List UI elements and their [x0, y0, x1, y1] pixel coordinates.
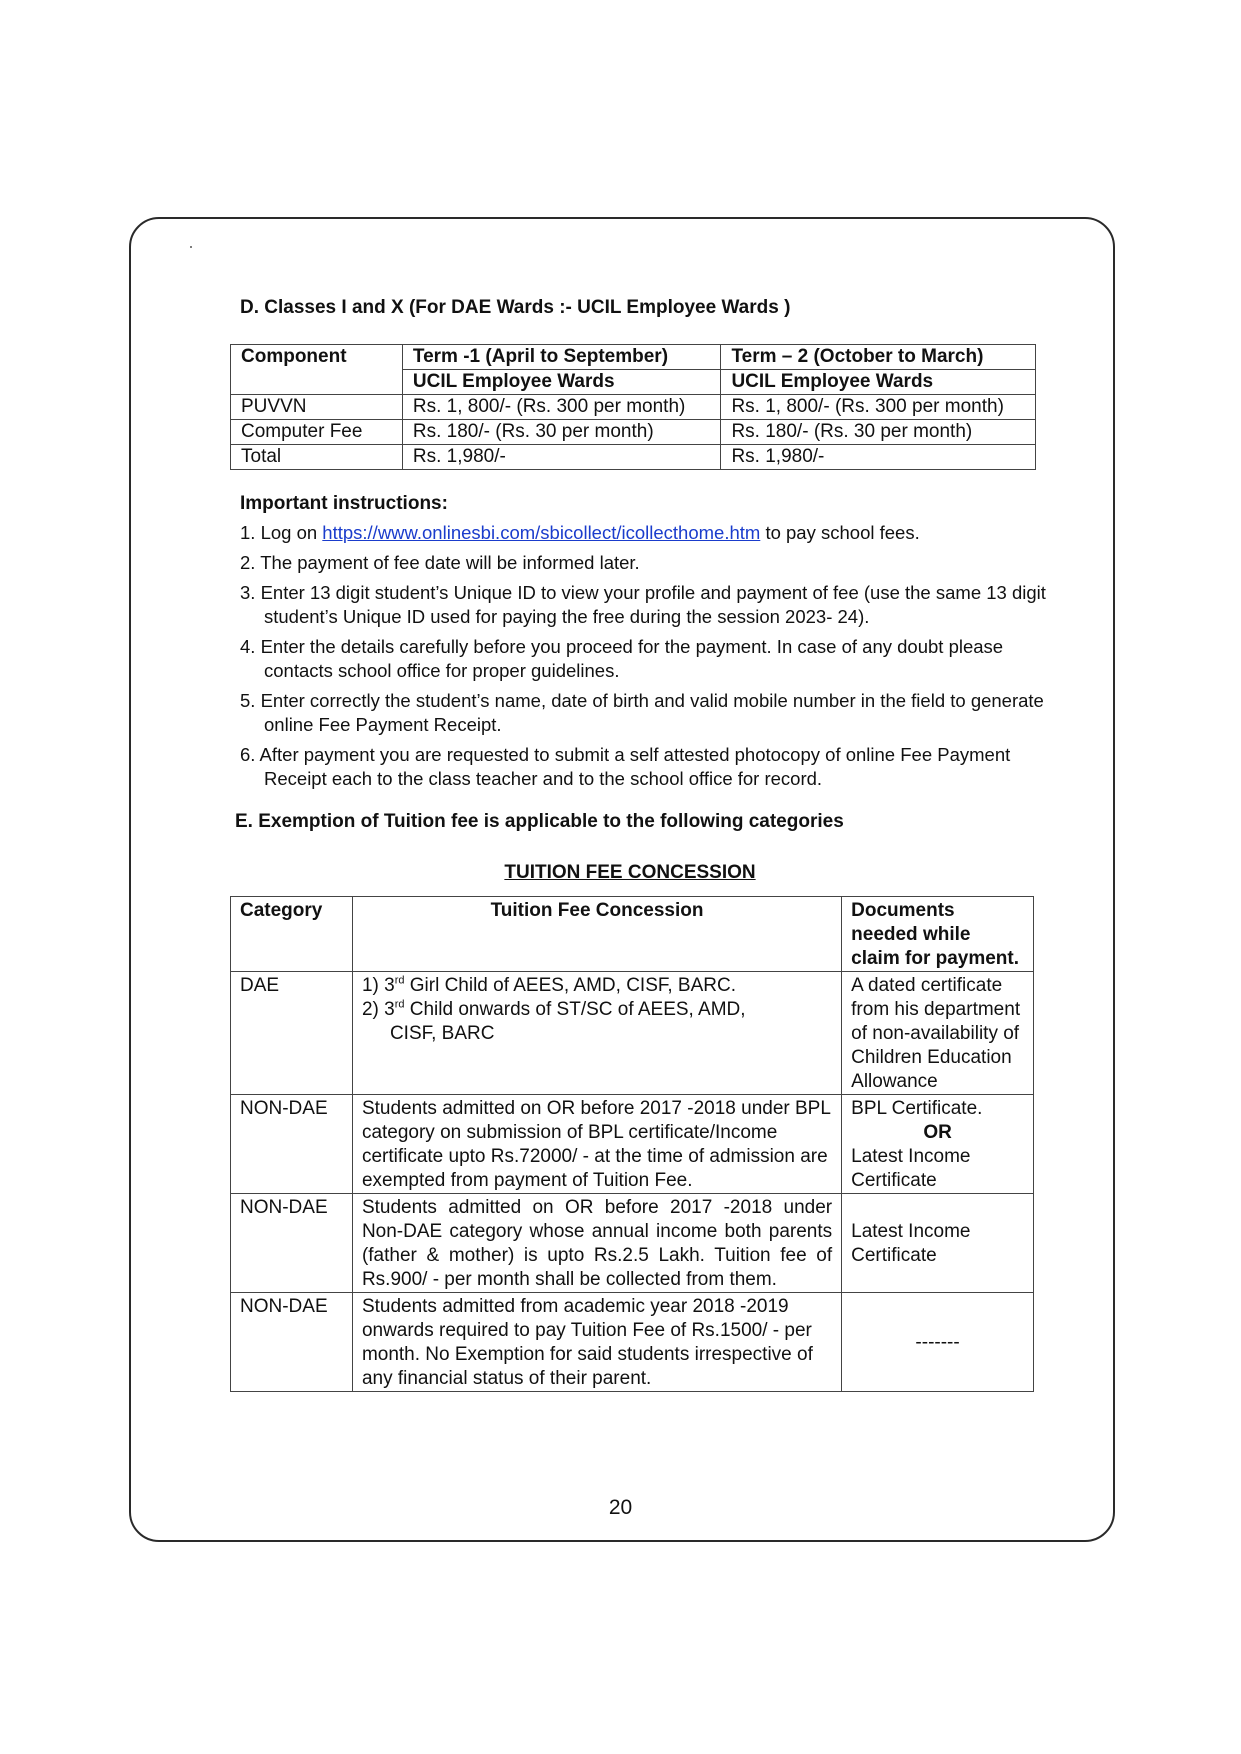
dae-line-2-text: Child onwards of ST/SC of AEES, AMD, [404, 999, 746, 1020]
cell-documents: ------- [842, 1293, 1034, 1392]
concession-table-title: TUITION FEE CONCESSION [504, 862, 756, 883]
concession-table [230, 896, 1034, 1392]
cell-component: Total [231, 445, 403, 470]
dae-line-2-sup: rd [394, 998, 405, 1011]
cell-component: PUVVN [231, 395, 403, 420]
cell-category: NON-DAE [231, 1095, 353, 1194]
instructions-list [240, 521, 1060, 791]
cell-term2: Rs. 1,980/- [721, 445, 1036, 470]
cell-concession: Students admitted on OR before 2017 -2018 under BPL category on submission of BPL certificate/Income certificate upto Rs.72000/ - at the time of admission are exempted from payment of Tuition Fee. [352, 1095, 841, 1194]
fee-table-header-row [231, 345, 1036, 370]
fee-table [230, 344, 1036, 470]
instruction-item-5: 5. Enter correctly the student’s name, date of birth and valid mobile number in the field to generate online Fee Payment Receipt. [240, 690, 1044, 735]
instruction-item-6: 6. After payment you are requested to submit a self attested photocopy of online Fee Payment Receipt each to the class teacher and to the school office for record. [240, 744, 1011, 789]
dae-line-3: CISF, BARC [389, 1023, 495, 1044]
table-row [231, 420, 1036, 445]
table-row [231, 1095, 1034, 1194]
instruction-1-prefix: 1. Log on [240, 522, 323, 543]
cell-documents [842, 1095, 1034, 1194]
sbi-collect-link[interactable]: https://www.onlinesbi.com/sbicollect/icollecthome.htm [322, 522, 761, 543]
subheader-term1: UCIL Employee Wards [402, 370, 721, 395]
cell-term1: Rs. 1,980/- [402, 445, 721, 470]
cell-term1: Rs. 180/- (Rs. 30 per month) [402, 420, 721, 445]
cell-term2: Rs. 180/- (Rs. 30 per month) [721, 420, 1036, 445]
doc-bpl: BPL Certificate. [851, 1098, 983, 1119]
header-term2: Term – 2 (October to March) [721, 345, 1036, 370]
instruction-item-3: 3. Enter 13 digit student’s Unique ID to view your profile and payment of fee (use the same 13 digit student’s Unique ID used for paying the free during the session 2023- 24). [240, 582, 1046, 627]
dae-line-1-num: 1) 3 [361, 975, 395, 996]
header-documents: Documents needed while claim for payment. [842, 897, 1034, 972]
dae-line-2 [362, 998, 832, 1022]
dae-line-1 [362, 974, 832, 998]
instruction-item-2: 2. The payment of fee date will be informed later. [240, 552, 640, 573]
dae-line-1-text: Girl Child of AEES, AMD, CISF, BARC. [404, 975, 737, 996]
stray-dot [190, 246, 192, 248]
header-concession: Tuition Fee Concession [352, 897, 841, 972]
header-component: Component [231, 345, 403, 395]
important-instructions [240, 493, 1060, 797]
cell-documents: A dated certificate from his department of non-availability of Children Education Allowance [842, 972, 1034, 1095]
concession-header-row [231, 897, 1034, 972]
header-term1: Term -1 (April to September) [402, 345, 721, 370]
table-row [231, 972, 1034, 1095]
cell-category: NON-DAE [231, 1293, 353, 1392]
header-category: Category [231, 897, 353, 972]
instruction-1-suffix: to pay school fees. [760, 522, 920, 543]
cell-category: DAE [231, 972, 353, 1095]
doc-or: OR [923, 1122, 952, 1143]
cell-concession: Students admitted from academic year 2018 -2019 onwards required to pay Tuition Fee of Rs.1500/ - per month. No Exemption for said students irrespective of any financial status of their parent. [352, 1293, 841, 1392]
cell-documents: Latest Income Certificate [842, 1194, 1034, 1293]
instructions-title: Important instructions: [240, 493, 448, 514]
subheader-term2: UCIL Employee Wards [721, 370, 1036, 395]
instruction-item-1 [240, 521, 1060, 545]
dae-line-1-sup: rd [394, 974, 405, 987]
cell-term1: Rs. 1, 800/- (Rs. 300 per month) [402, 395, 721, 420]
table-row [231, 1293, 1034, 1392]
cell-concession: Students admitted on OR before 2017 -2018 under Non-DAE category whose annual income both parents (father & mother) is upto Rs.2.5 Lakh. Tuition fee of Rs.900/ - per month shall be collected from them. [352, 1194, 841, 1293]
cell-component: Computer Fee [231, 420, 403, 445]
section-d-heading: D. Classes I and X (For DAE Wards :- UCIL Employee Wards ) [240, 297, 791, 318]
page-number: 20 [608, 1496, 633, 1519]
cell-category: NON-DAE [231, 1194, 353, 1293]
doc-income: Latest Income Certificate [851, 1146, 971, 1191]
dae-line-2-num: 2) 3 [361, 999, 395, 1020]
table-row [231, 1194, 1034, 1293]
table-row [231, 395, 1036, 420]
instruction-item-4: 4. Enter the details carefully before you proceed for the payment. In case of any doubt please contacts school office for proper guidelines. [240, 636, 1004, 681]
cell-concession [352, 972, 841, 1095]
table-row [231, 445, 1036, 470]
section-e-heading: E. Exemption of Tuition fee is applicable to the following categories [235, 811, 844, 832]
cell-term2: Rs. 1, 800/- (Rs. 300 per month) [721, 395, 1036, 420]
